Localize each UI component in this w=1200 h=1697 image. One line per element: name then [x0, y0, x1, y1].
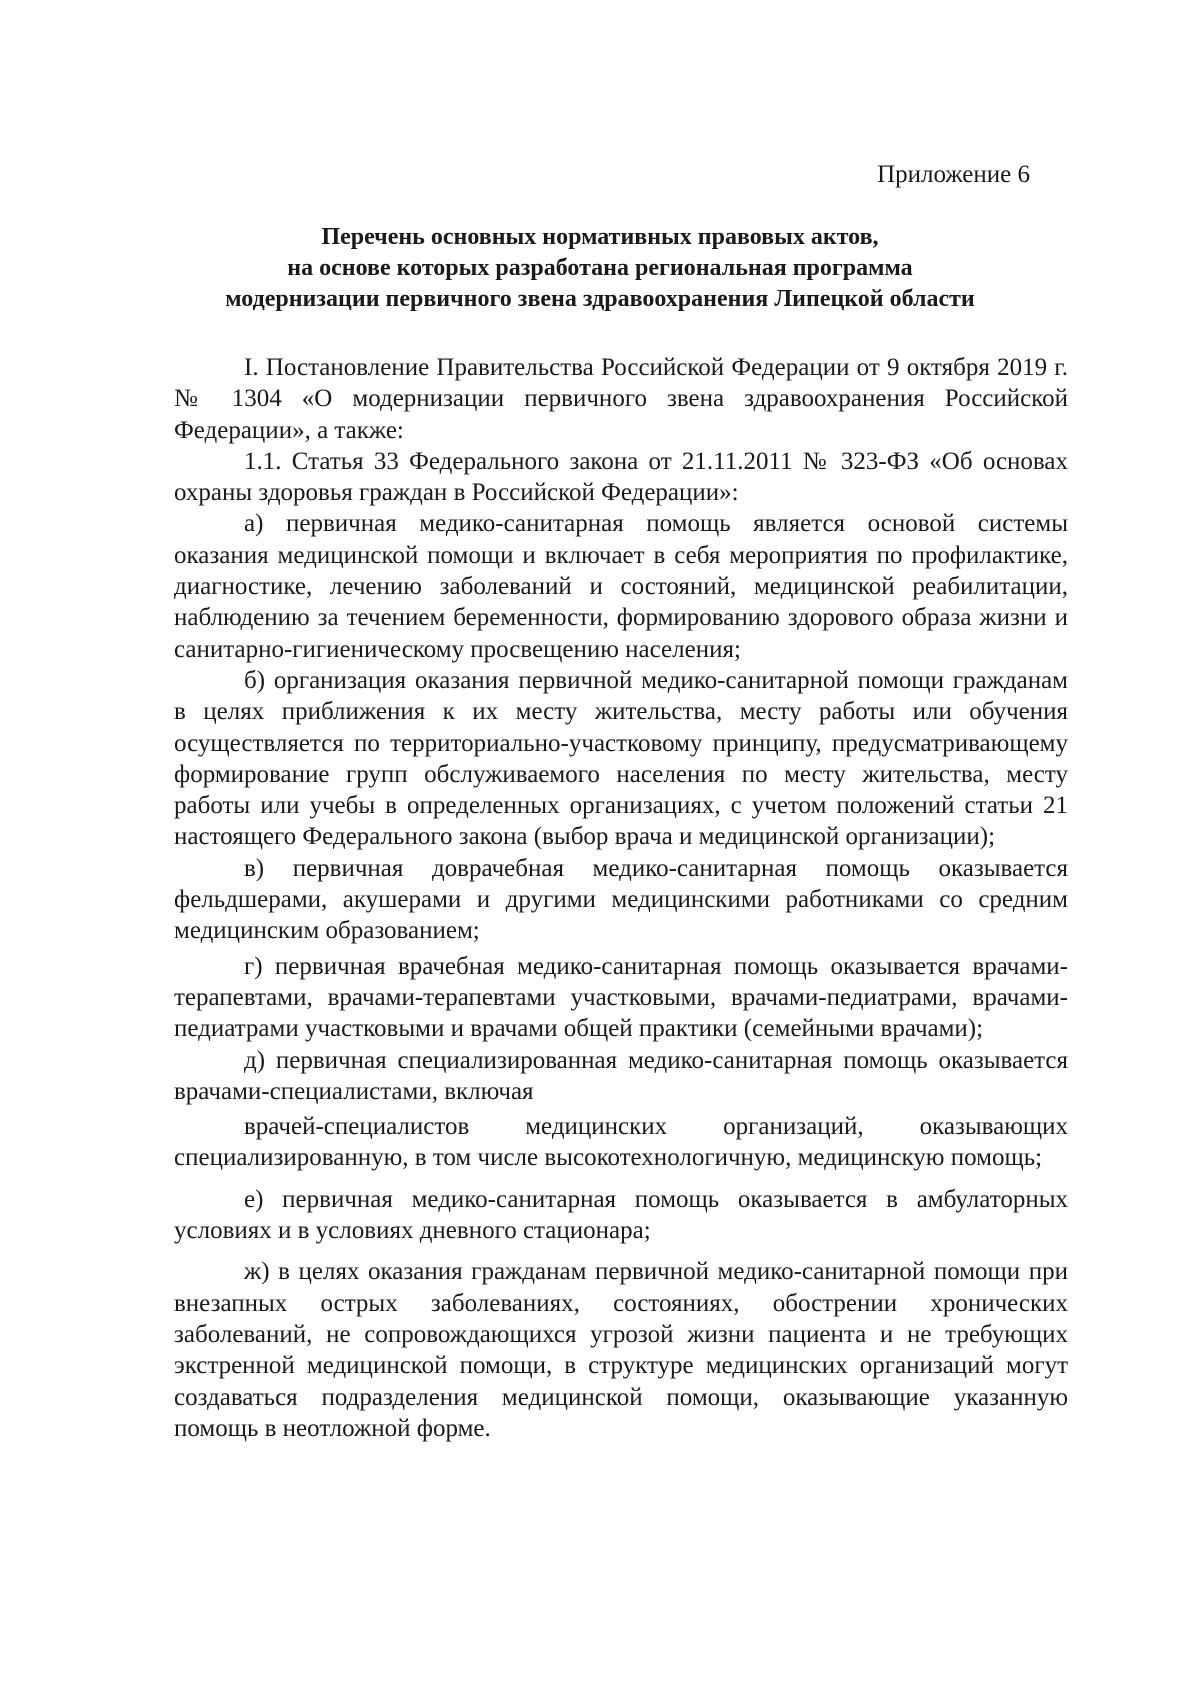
paragraph-article-33: 1.1. Статья 33 Федерального закона от 21.11.2011 № 323-ФЗ «Об основах охраны здоровья граждан в Российской Федерации»: [174, 447, 1068, 507]
paragraph-decree: I. Постановление Правительства Российской Федерации от 9 октября 2019 г. № 1304 «О модернизации первичного звена здравоохранения Российской Федерации», а также: [174, 354, 1068, 444]
paragraph-item-e: е) первичная медико-санитарная помощь оказывается в амбулаторных условиях и в условиях дневного стационара; [174, 1185, 1068, 1245]
paragraph-item-d-continued: врачей-специалистов медицинских организаций, оказывающих специализированную, в том числе высокотехнологичную, медицинскую помощь; [174, 1113, 1068, 1172]
paragraph-item-a: а) первичная медико-санитарная помощь является основой системы оказания медицинской помощи и включает в себя мероприятия по профилактике, диагностике, лечению заболеваний и состояний, медицинской реабилитации, наблюдению за течением беременности, формированию здорового образа жизни и санитарно-гигиеническому просвещению населения; [174, 510, 1068, 663]
paragraph-item-zh: ж) в целях оказания гражданам первичной медико-санитарной помощи при внезапных острых заболеваниях, состояниях, обострении хронических заболеваний, не сопровождающихся угрозой жизни пациента и не требующих экстренной медицинской помощи, в структуре медицинских организаций могут создаваться подразделения медицинской помощи, оказывающие указанную помощь в неотложной форме. [174, 1258, 1068, 1442]
paragraph-item-v: в) первичная доврачебная медико-санитарная помощь оказывается фельдшерами, акушерами и другими медицинскими работниками со средним медицинским образованием; [174, 854, 1068, 945]
paragraph-item-d: д) первичная специализированная медико-санитарная помощь оказывается врачами-специалистами, включая [174, 1046, 1068, 1105]
paragraph-item-b: б) организация оказания первичной медико-санитарной помощи гражданам в целях приближения к их месту жительства, месту работы или обучения осуществляется по территориально-участковому принципу, предусматривающему формирование групп обслуживаемого населения по месту жительства, месту работы или учебы в определенных организациях, с учетом положений статьи 21 настоящего Федерального закона (выбор врача и медицинской организации); [174, 666, 1068, 851]
annex-label: Приложение 6 [877, 161, 1030, 188]
document-body [174, 352, 1068, 1444]
document-title [150, 222, 1050, 315]
title-line: модернизации первичного звена здравоохранения Липецкой области [225, 286, 975, 312]
title-line: Перечень основных нормативных правовых актов, [321, 224, 879, 250]
paragraph-item-g: г) первичная врачебная медико-санитарная помощь оказывается врачами-терапевтами, врачами-терапевтами участковыми, врачами-педиатрами, врачами-педиатрами участковыми и врачами общей практики (семейными врачами); [174, 952, 1068, 1043]
title-line: на основе которых разработана региональная программа [287, 255, 913, 281]
